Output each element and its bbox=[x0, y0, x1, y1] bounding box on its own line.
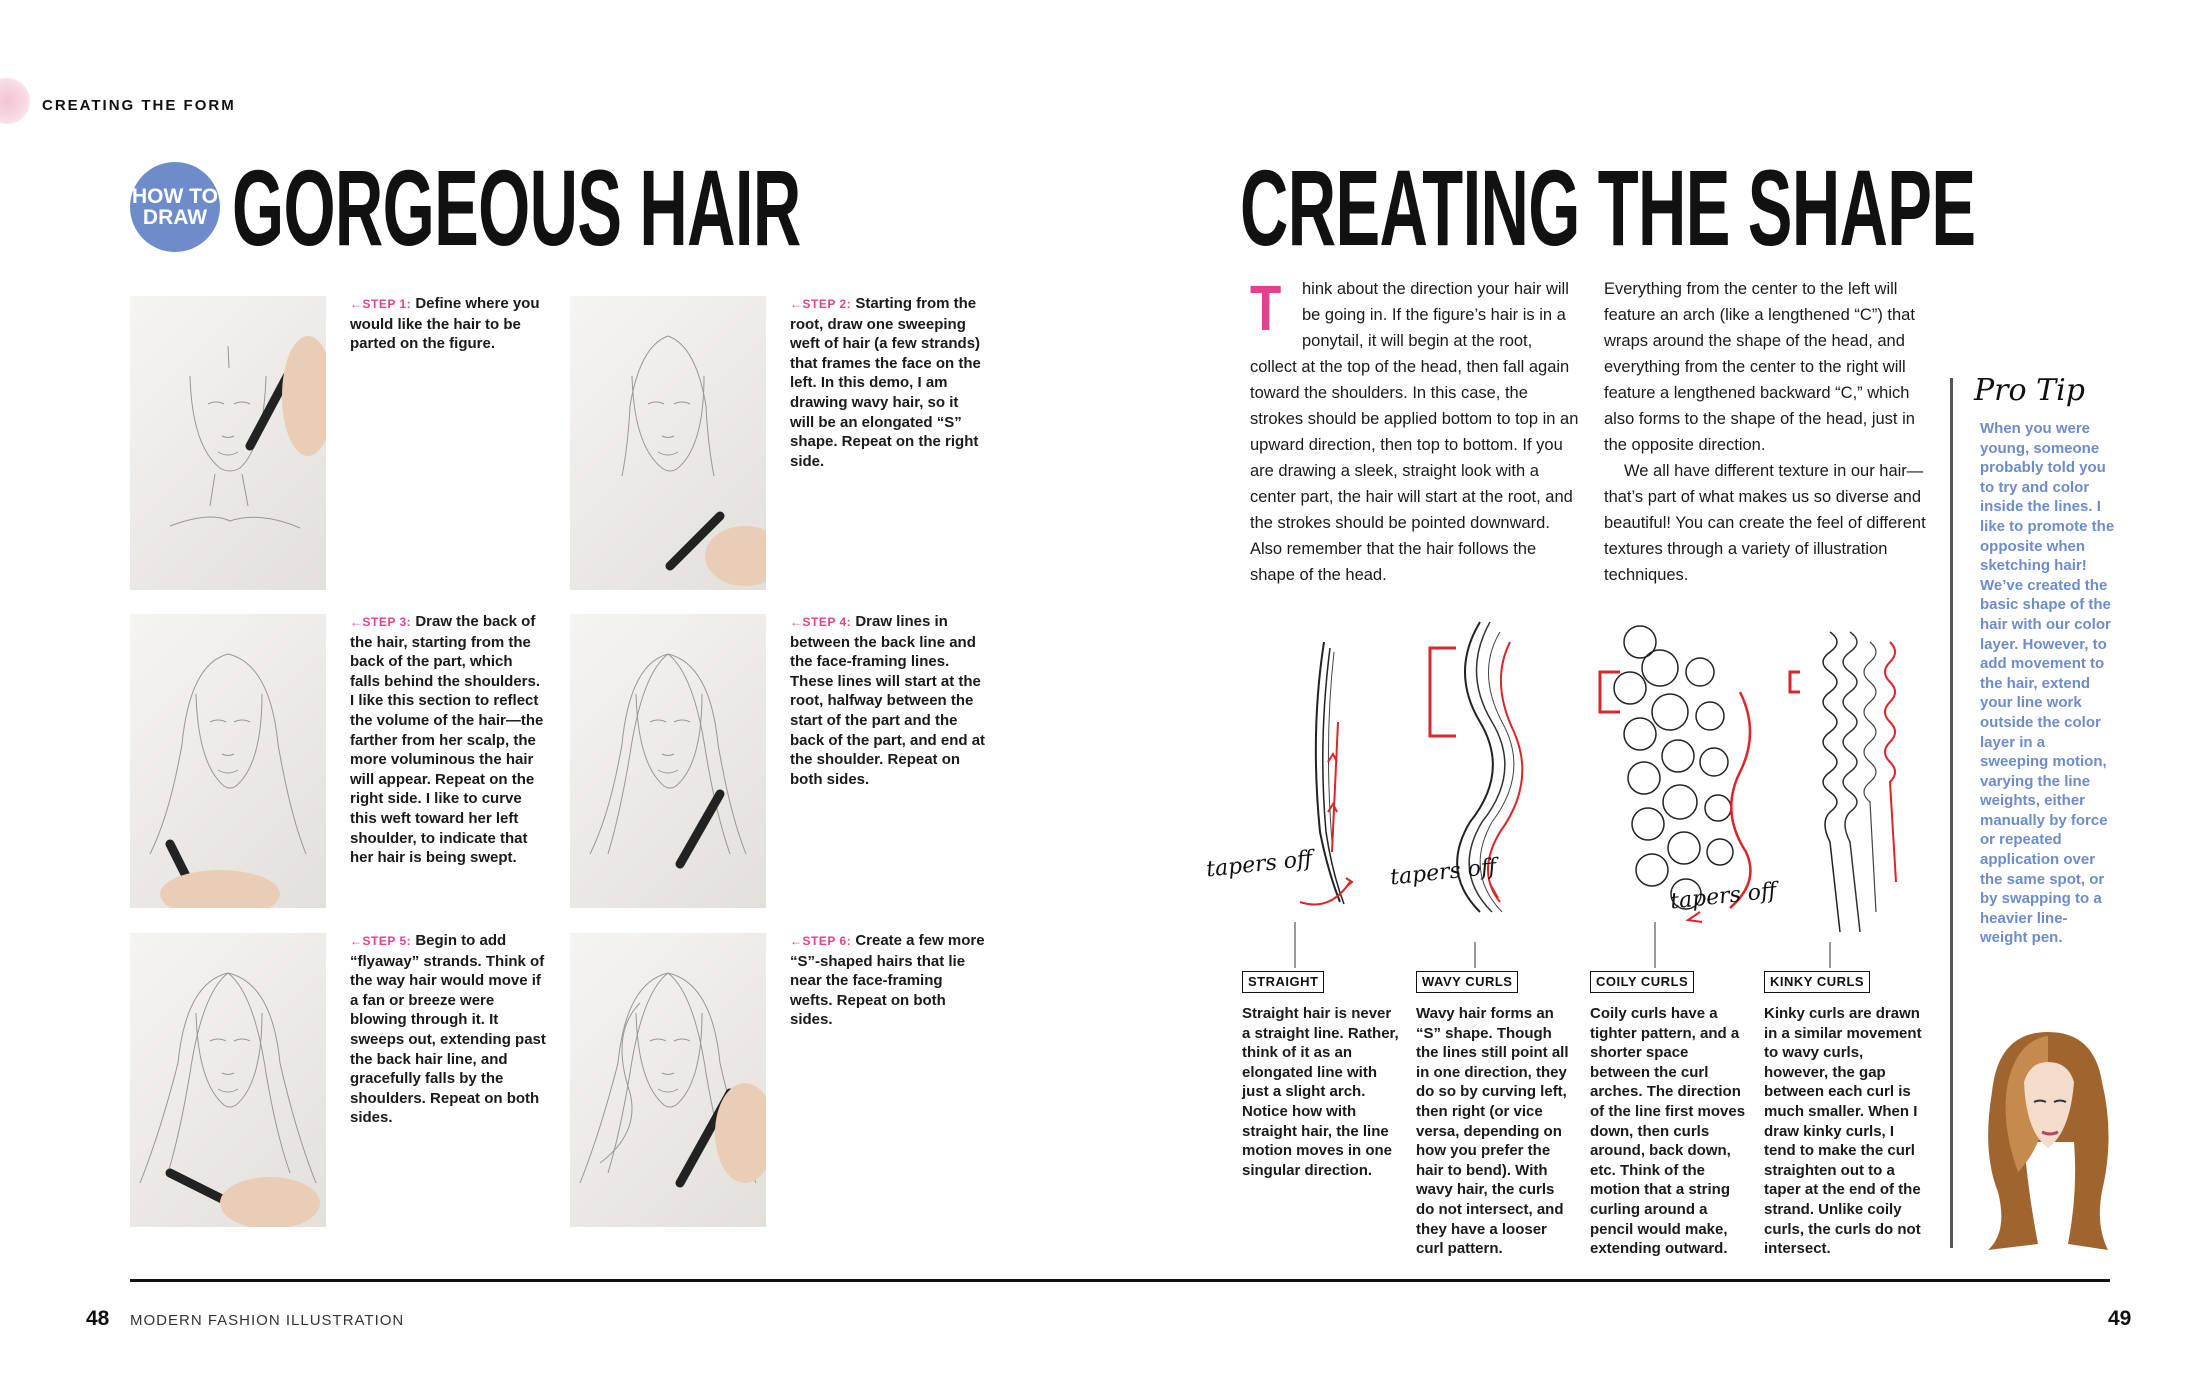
text-straight: Straight hair is never a straight line. Rather, think of it as an elongated line with just a slight arch. Notice how with straight hair, the line motion moves in one singular direction. bbox=[1242, 1005, 1399, 1179]
label-wavy-curls: WAVY CURLS bbox=[1416, 971, 1518, 993]
pro-tip-text: When you were young, someone probably told you to try and color inside the lines. I like to promote the opposite when sketching hair! We’ve created the basic shape of the hair with our color layer. However, to add movement to the hair, extend your line work outside the color layer in a sweeping motion, varying the line weights, either manually by force or repeated application over the same spot, or by swapping to a heavier line-weight pen. bbox=[1980, 420, 2115, 947]
annotation-tapers-off-2: tapers off bbox=[1388, 854, 1498, 891]
badge-line-2: DRAW bbox=[142, 206, 208, 229]
step-5-body: Begin to add “flyaway” strands. Think of the way hair would move if a fan or breeze were blowing through it. It sweeps out, extending past the back hair line, and gracefully falls by the shoulders. Repeat on both sides. bbox=[350, 932, 546, 1127]
page-title-right: CREATING THE SHAPE bbox=[1240, 147, 1976, 268]
page-number-right: 49 bbox=[2108, 1307, 2132, 1330]
body-column-2-paragraph-1: Everything from the center to the left will feature an arch (like a lengthened “C”) that wraps around the shape of the head, and everything from the center to the right will feature a lengthened backward “C,” which also forms to the shape of the head, just in the opposite direction. bbox=[1604, 280, 1915, 454]
badge-line-1: HOW TO bbox=[132, 185, 218, 208]
step-6-photo bbox=[570, 933, 766, 1227]
book-title: MODERN FASHION ILLUSTRATION bbox=[130, 1312, 405, 1329]
annotation-tapers-off-3: tapers off bbox=[1668, 878, 1778, 915]
step-5-text bbox=[350, 931, 546, 1128]
step-1-body: Define where you would like the hair to be parted on the figure. bbox=[350, 295, 540, 353]
step-1-text bbox=[350, 294, 546, 354]
step-1-label: ←STEP 1: bbox=[350, 297, 412, 311]
label-kinky-curls: KINKY CURLS bbox=[1764, 971, 1870, 993]
step-2-label: ←STEP 2: bbox=[790, 297, 852, 311]
pro-tip-title: Pro Tip bbox=[1974, 373, 2085, 408]
step-3-body: Draw the back of the hair, starting from the back of the part, which falls behind the shoulders. I like this section to reflect the volume of the hair—the farther from her scalp, the more voluminous the hair will appear. Repeat on the right side. I like to curve this weft toward her left shoulder, to indicate that her hair is being swept. bbox=[350, 613, 544, 867]
step-1-photo bbox=[130, 296, 326, 590]
annotation-tapers-off-1: tapers off bbox=[1204, 846, 1314, 883]
page-number-left: 48 bbox=[86, 1307, 110, 1330]
footer-rule bbox=[130, 1279, 2110, 1282]
woman-illustration bbox=[1978, 1022, 2118, 1252]
step-2-text bbox=[790, 294, 986, 471]
step-6-body: Create a few more “S”-shaped hairs that lie near the face-framing wefts. Repeat on both sides. bbox=[790, 932, 985, 1029]
step-5-label: ←STEP 5: bbox=[350, 934, 412, 948]
step-2-body: Starting from the root, draw one sweeping weft of hair (a few strands) that frames the face on the left. In this demo, I am drawing wavy hair, so it will be an elongated “S” shape. Repeat on the right side. bbox=[790, 295, 981, 470]
step-4-label: ←STEP 4: bbox=[790, 615, 852, 629]
step-2-photo bbox=[570, 296, 766, 590]
how-to-draw-badge bbox=[130, 162, 220, 252]
decorative-pink-dot bbox=[0, 78, 30, 124]
step-3-text bbox=[350, 612, 546, 868]
label-coily-curls: COILY CURLS bbox=[1590, 971, 1694, 993]
step-6-text bbox=[790, 931, 986, 1030]
step-3-label: ←STEP 3: bbox=[350, 615, 412, 629]
body-column-2-paragraph-2: We all have different texture in our hair—that’s part of what makes us so diverse and beautiful! You can create the feel of different textures through a variety of illustration techniques. bbox=[1604, 462, 1926, 584]
body-column-1 bbox=[1250, 272, 1580, 588]
step-4-photo bbox=[570, 614, 766, 908]
body-column-2 bbox=[1604, 276, 1934, 588]
body-column-1-text: hink about the direction your hair will be going in. If the figure’s hair is in a ponytail, it will begin at the root, collect at the top of the head, then fall again toward the shoulders. In this case, the strokes should be applied bottom to top in an upward direction, then top to bottom. If you are drawing a sleek, straight look with a center part, the hair will start at the root, and the strokes should be pointed downward. Also remember that the hair follows the shape of the head. bbox=[1250, 280, 1579, 584]
step-5-photo bbox=[130, 933, 326, 1227]
text-wavy-curls: Wavy hair forms an “S” shape. Though the lines still point all in one direction, they do so by curving left, then right (or vice versa, depending on how you prefer the hair to bend). With wavy hair, the curls do not intersect, and they have a looser curl pattern. bbox=[1416, 1005, 1569, 1258]
step-6-label: ←STEP 6: bbox=[790, 934, 852, 948]
step-4-text bbox=[790, 612, 986, 789]
drop-cap: T bbox=[1250, 272, 1282, 344]
coily-hair-drawing bbox=[1600, 626, 1750, 922]
hair-texture-illustrations bbox=[1200, 612, 1940, 972]
section-label: CREATING THE FORM bbox=[42, 97, 236, 114]
pro-tip-divider bbox=[1950, 378, 1953, 1248]
step-4-body: Draw lines in between the back line and the face-framing lines. These lines will start at the root, halfway between the start of the part and the back of the part, and end at the shoulder. Repeat on both sides. bbox=[790, 613, 986, 788]
step-3-photo bbox=[130, 614, 326, 908]
label-straight: STRAIGHT bbox=[1242, 971, 1324, 993]
page-title-left: GORGEOUS HAIR bbox=[232, 147, 801, 268]
kinky-hair-drawing bbox=[1790, 632, 1896, 932]
text-coily-curls: Coily curls have a tighter pattern, and a shorter space between the curl arches. The direction of the line first moves down, then curls around, back down, etc. Think of the motion that a string curling around a pencil would make, extending outward. bbox=[1590, 1005, 1746, 1258]
text-kinky-curls: Kinky curls are drawn in a similar movement to wavy curls, however, the gap between each curl is much smaller. When I draw kinky curls, I tend to make the curl straighten out to a taper at the end of the strand. Unlike coily curls, the curls do not intersect. bbox=[1764, 1005, 1922, 1258]
